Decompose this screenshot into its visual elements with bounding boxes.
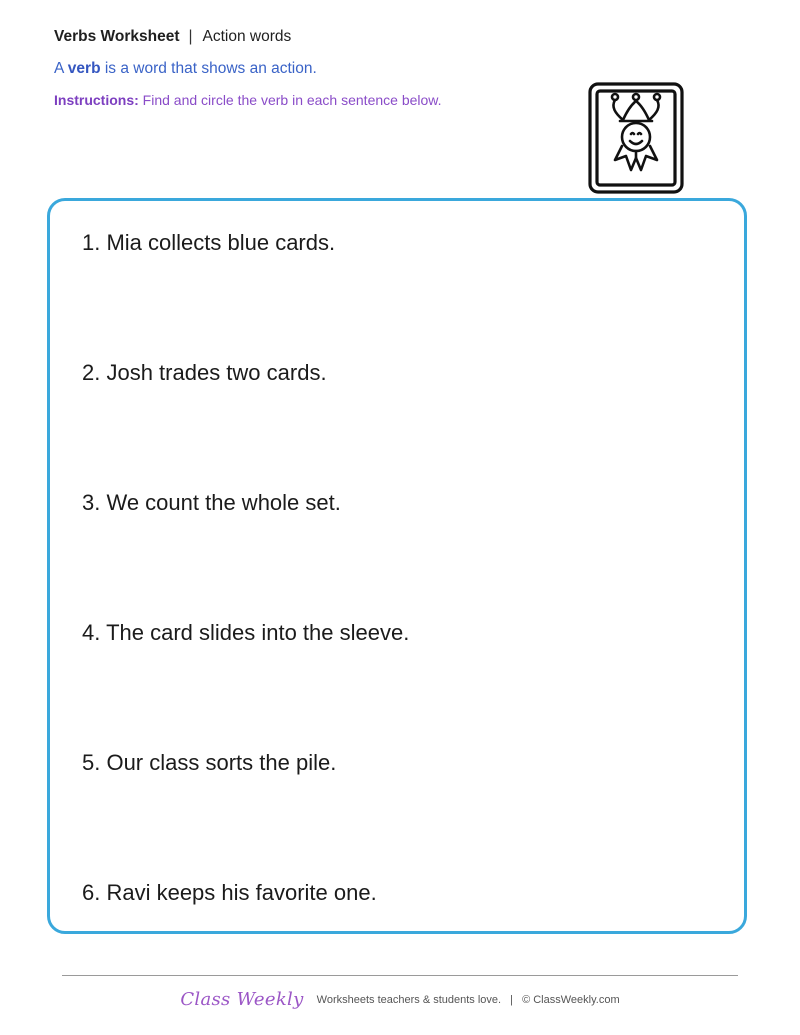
title-separator: |: [188, 28, 193, 45]
definition-keyword: verb: [67, 60, 101, 77]
verb-definition: [54, 58, 554, 80]
sentence-6[interactable]: 6. Ravi keeps his favorite one.: [82, 880, 377, 905]
footer: [0, 987, 800, 1013]
sentence-5[interactable]: 5. Our class sorts the pile.: [82, 750, 337, 775]
sentence-1[interactable]: 1. Mia collects blue cards.: [82, 230, 336, 255]
instructions-label: Instructions:: [54, 92, 139, 108]
instructions: [54, 90, 554, 110]
jester-card-icon: [588, 82, 684, 194]
worksheet-header: [54, 26, 554, 110]
definition-prefix: A: [54, 60, 68, 77]
footer-copyright: © ClassWeekly.com: [522, 994, 620, 1006]
footer-separator: |: [510, 994, 514, 1006]
footer-divider: [62, 975, 738, 976]
sentence-4[interactable]: 4. The card slides into the sleeve.: [82, 620, 410, 645]
footer-tagline: Worksheets teachers & students love.: [316, 994, 502, 1006]
title-line: [54, 26, 554, 48]
instructions-text: Find and circle the verb in each sentence below.: [138, 92, 442, 108]
sentence-2[interactable]: 2. Josh trades two cards.: [82, 360, 327, 385]
definition-suffix: is a word that shows an action.: [100, 60, 317, 77]
sentences-panel: [47, 198, 747, 934]
worksheet-title: Verbs Worksheet: [54, 28, 180, 45]
worksheet-subtitle: Action words: [202, 28, 292, 45]
brand-logo: Class Weekly: [180, 989, 304, 1010]
sentence-3[interactable]: 3. We count the whole set.: [82, 490, 341, 515]
